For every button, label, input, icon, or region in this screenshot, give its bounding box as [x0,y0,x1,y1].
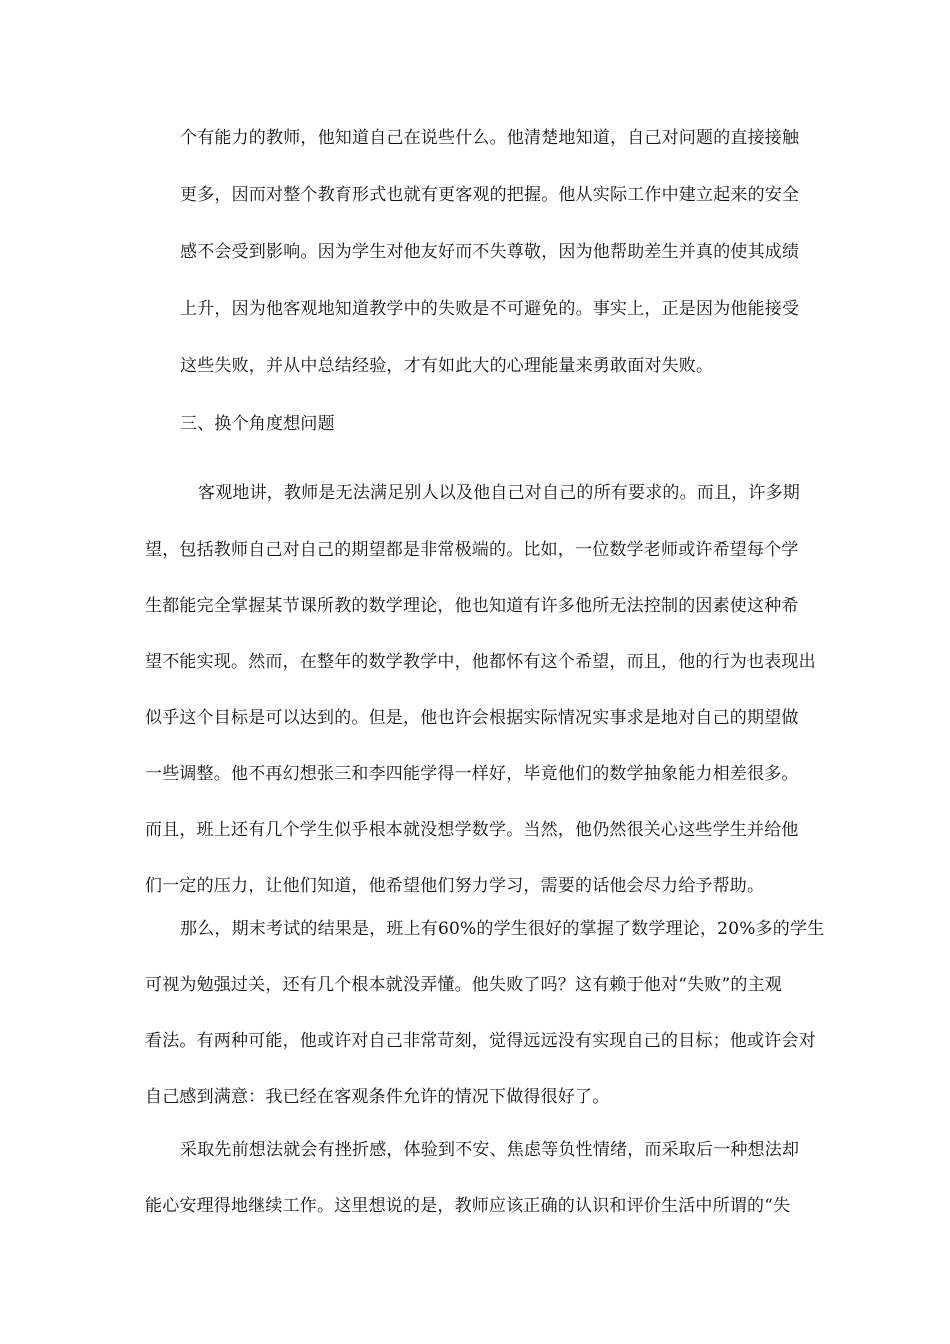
text-line: 望不能实现。然而，在整年的数学教学中，他都怀有这个希望，而且，他的行为也表现出 [145,652,816,672]
text-line: 能心安理得地继续工作。这里想说的是，教师应该正确的认识和评价生活中所谓的“失 [145,1196,791,1216]
text-line: 似乎这个目标是可以达到的。但是，他也许会根据实际情况实事求是地对自己的期望做 [145,708,799,728]
text-line: 那么，期末考试的结果是，班上有60%的学生很好的掌握了数学理论，20%多的学生 [180,919,825,939]
text-line: 看法。有两种可能，他或许对自己非常苛刻，觉得远远没有实现自己的目标；他或许会对 [145,1031,816,1051]
text-line: 感不会受到影响。因为学生对他友好而不失尊敬，因为他帮助差生并真的使其成绩 [180,242,800,262]
text-line: 而且，班上还有几个学生似乎根本就没想学数学。当然，他仍然很关心这些学生并给他 [145,820,799,840]
text-line: 更多，因而对整个教育形式也就有更客观的把握。他从实际工作中建立起来的安全 [180,185,800,205]
section-heading: 三、换个角度想问题 [180,414,335,434]
text-line: 客观地讲，教师是无法满足别人以及他自己对自己的所有要求的。而且，许多期 [198,483,800,503]
text-line: 自己感到满意：我已经在客观条件允许的情况下做得很好了。 [145,1087,610,1107]
text-line: 望，包括教师自己对自己的期望都是非常极端的。比如，一位数学老师或许希望每个学 [145,540,799,560]
text-line: 一些调整。他不再幻想张三和李四能学得一样好，毕竟他们的数学抽象能力相差很多。 [145,764,799,784]
text-line: 生都能完全掌握某节课所教的数学理论，他也知道有许多他所无法控制的因素使这种希 [145,596,799,616]
text-line: 可视为勉强过关，还有几个根本就没弄懂。他失败了吗？这有赖于他对“失败”的主观 [145,975,782,995]
text-line: 个有能力的教师，他知道自己在说些什么。他清楚地知道，自己对问题的直接接触 [180,128,800,148]
text-line: 这些失败，并从中总结经验，才有如此大的心理能量来勇敢面对失败。 [180,356,714,376]
text-line: 们一定的压力，让他们知道，他希望他们努力学习，需要的话他会尽力给予帮助。 [145,876,765,896]
text-line: 采取先前想法就会有挫折感，体验到不安、焦虑等负性情绪，而采取后一种想法却 [180,1140,800,1160]
text-line: 上升，因为他客观地知道教学中的失败是不可避免的。事实上，正是因为他能接受 [180,299,800,319]
